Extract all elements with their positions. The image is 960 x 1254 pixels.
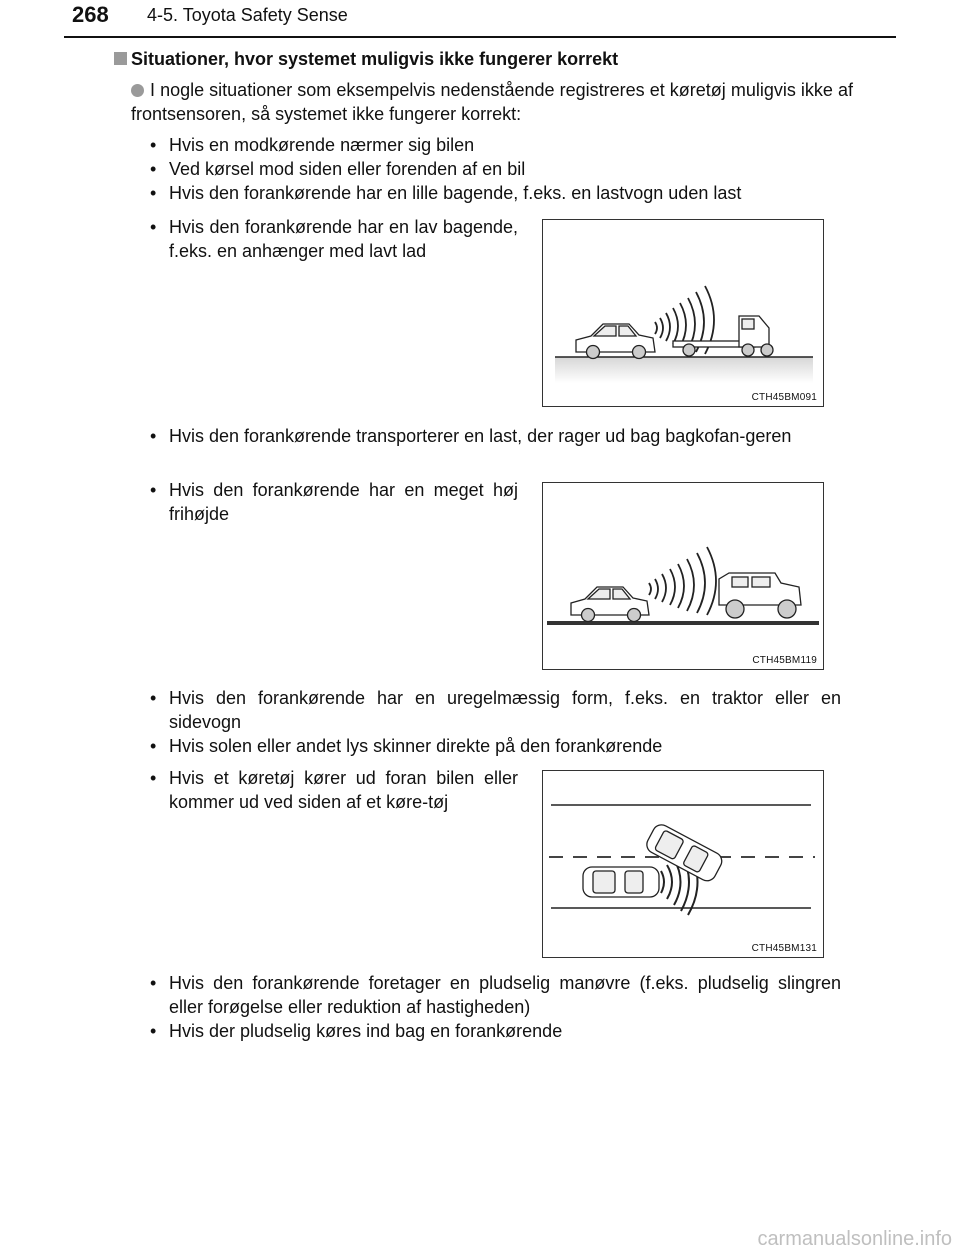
figure-code: CTH45BM091	[751, 392, 817, 403]
bullet-list-a	[150, 133, 841, 205]
low-trailer-illustration	[543, 220, 823, 406]
list-item: • Hvis den forankørende foretager en pludselig manøvre (f.eks. pludselig slingren eller forøgelse eller reduktion af hastigheden)	[150, 971, 841, 1019]
bullet-list-c	[150, 686, 841, 758]
list-item: • Hvis den forankørende har en meget høj frihøjde	[150, 478, 518, 526]
cut-in-illustration	[543, 771, 823, 957]
header-rule	[64, 36, 896, 38]
trailer-icon	[673, 316, 773, 356]
list-item: • Hvis et køretøj kører ud foran bilen eller kommer ud ved siden af et køre-tøj	[150, 766, 518, 814]
list-item: • Hvis en modkørende nærmer sig bilen	[150, 133, 841, 157]
bullet-list-fig1	[150, 215, 518, 263]
list-item: • Ved kørsel mod siden eller forenden af en bil	[150, 157, 841, 181]
bullet-list-fig2	[150, 478, 518, 526]
list-item: • Hvis solen eller andet lys skinner direkte på den forankørende	[150, 734, 841, 758]
figure-low-trailer	[542, 219, 824, 407]
radar-waves-icon	[649, 547, 716, 615]
figure-cut-in	[542, 770, 824, 958]
car-icon	[576, 324, 655, 359]
figure-code: CTH45BM131	[751, 943, 817, 954]
list-item: • Hvis den forankørende har en lille bagende, f.eks. en lastvogn uden last	[150, 181, 841, 205]
intro-text: I nogle situationer som eksempelvis nedenstående registreres et køretøj muligvis ikke af frontsensoren, så systemet ikke fungerer korrekt:	[131, 80, 853, 124]
square-bullet-icon	[114, 52, 127, 65]
list-item: • Hvis den forankørende har en uregelmæssig form, f.eks. en traktor eller en sidevogn	[150, 686, 841, 734]
bullet-list-fig3	[150, 766, 518, 814]
list-item: • Hvis der pludselig køres ind bag en forankørende	[150, 1019, 841, 1043]
bullet-list-b	[150, 424, 841, 448]
page-number: 268	[72, 2, 109, 27]
circle-bullet-icon	[131, 84, 144, 97]
list-item: • Hvis den forankørende transporterer en last, der rager ud bag bagkofan-geren	[150, 424, 841, 448]
section-title: 4-5. Toyota Safety Sense	[147, 5, 348, 25]
heading-text: Situationer, hvor systemet muligvis ikke fungerer korrekt	[131, 49, 619, 69]
bullet-list-d	[150, 971, 841, 1043]
list-item: • Hvis den forankørende har en lav bagende, f.eks. en anhænger med lavt lad	[150, 215, 518, 263]
suv-icon	[719, 573, 801, 618]
own-car-icon	[583, 867, 659, 897]
intro-paragraph	[131, 78, 853, 126]
section-heading	[114, 49, 618, 70]
high-clearance-illustration	[543, 483, 823, 669]
car-icon	[571, 587, 649, 622]
figure-high-clearance	[542, 482, 824, 670]
figure-code: CTH45BM119	[752, 655, 817, 666]
watermark: carmanualsonline.info	[757, 1228, 952, 1250]
